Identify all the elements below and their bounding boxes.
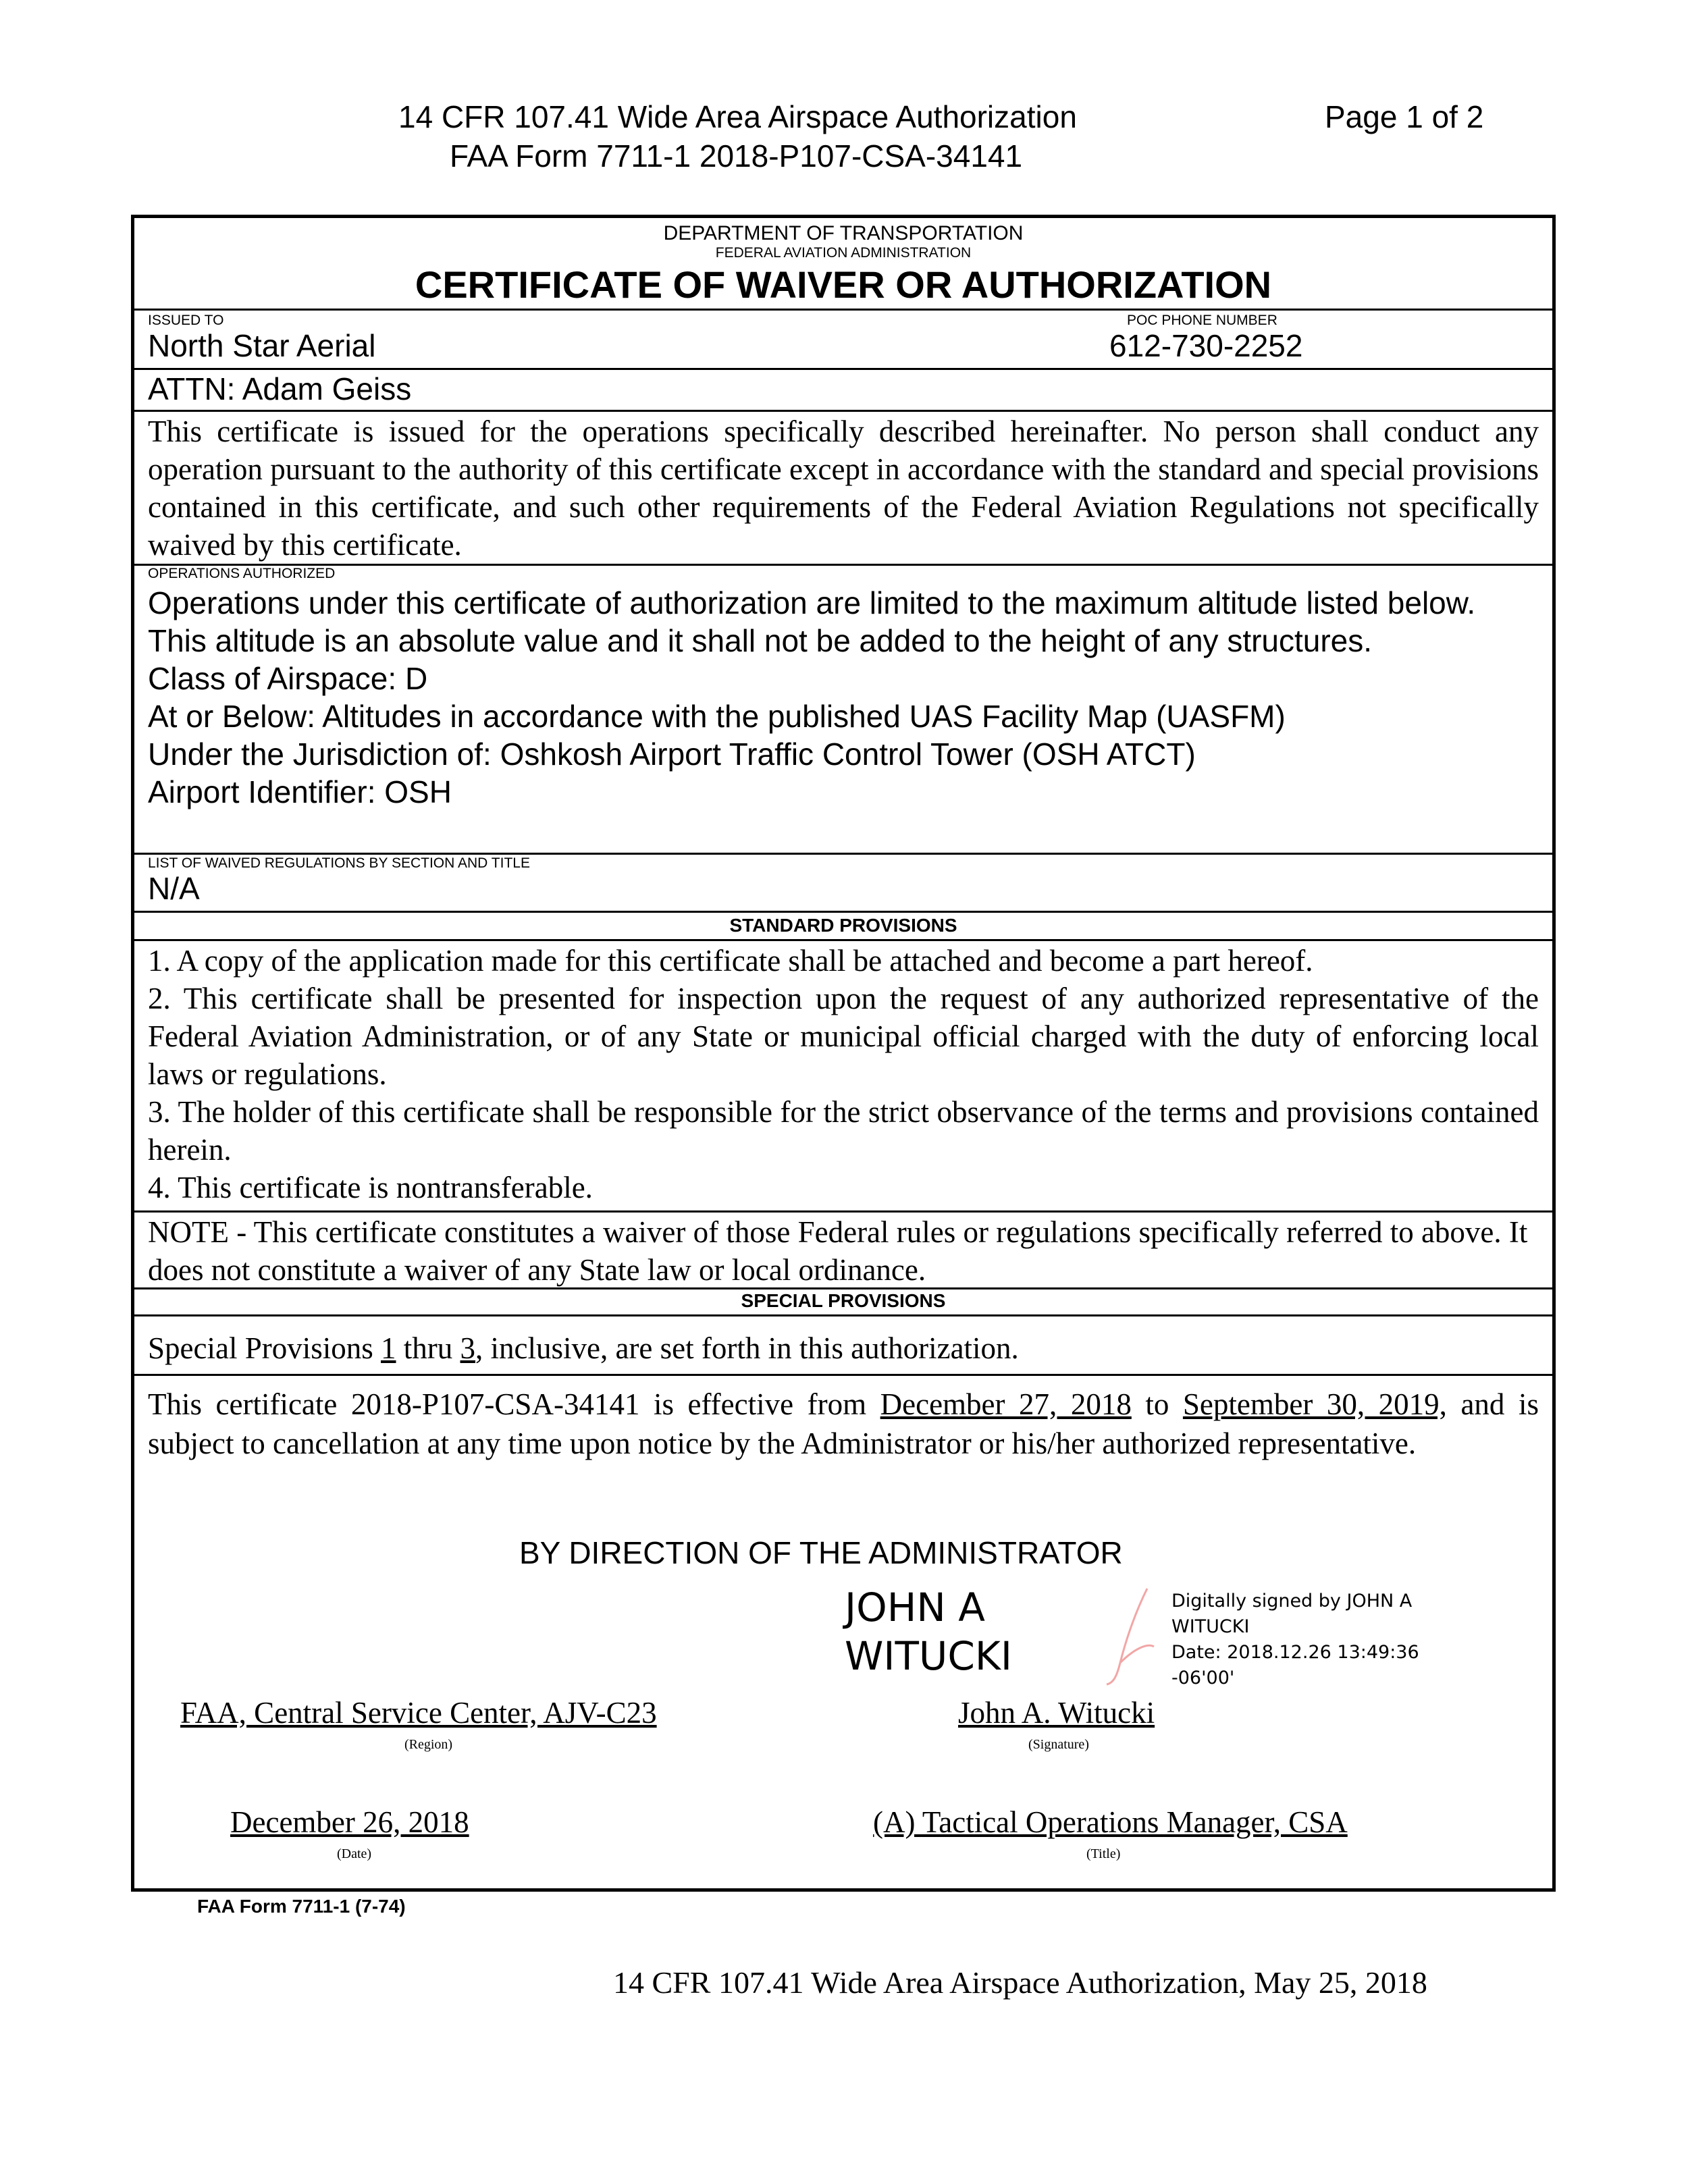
operations-line: Under the Jurisdiction of: Oshkosh Airport Traffic Control Tower (OSH ATCT): [148, 737, 1196, 772]
divider: [134, 410, 1552, 412]
operations-line: This altitude is an absolute value and it shall not be added to the height of any structures.: [148, 623, 1373, 658]
by-direction-label: BY DIRECTION OF THE ADMINISTRATOR: [519, 1535, 1123, 1570]
special-provisions-heading: SPECIAL PROVISIONS: [741, 1290, 946, 1311]
standard-provision-item: 3. The holder of this certificate shall be responsible for the strict observance of the terms and provisions contained herein.: [148, 1095, 1539, 1167]
operations-list: [148, 584, 1475, 811]
poc-phone-value: 612-730-2252: [1109, 328, 1303, 363]
certificate-form: [131, 215, 1556, 1892]
signature-scribble-icon: [1100, 1582, 1174, 1690]
signature-caption: (Signature): [1028, 1737, 1089, 1752]
standard-provision-item: 1. A copy of the application made for this certificate shall be attached and become a part hereof.: [148, 944, 1313, 978]
attn-line: ATTN: Adam Geiss: [148, 371, 412, 406]
special-provision-from: 1: [381, 1331, 396, 1365]
effective-end-date: September 30, 2019,: [1182, 1387, 1447, 1421]
issued-to-value: North Star Aerial: [148, 328, 376, 363]
digital-signature-note: Digitally signed by JOHN A WITUCKI Date: 2018.12.26 13:49:36 -06'00': [1171, 1591, 1419, 1688]
operations-line: Class of Airspace: D: [148, 661, 428, 696]
standard-provisions-list: [148, 942, 1539, 1206]
footer-line: 14 CFR 107.41 Wide Area Airspace Authorization, May 25, 2018: [613, 1965, 1427, 2000]
certificate-title: CERTIFICATE OF WAIVER OR AUTHORIZATION: [415, 263, 1272, 306]
divider: [134, 939, 1552, 941]
waived-regulations-label: LIST OF WAIVED REGULATIONS BY SECTION AND TITLE: [148, 855, 530, 871]
operations-line: Operations under this certificate of authorization are limited to the maximum altitude listed below.: [148, 585, 1476, 620]
issued-to-label: ISSUED TO: [148, 313, 224, 328]
page-number: Page 1 of 2: [1325, 99, 1484, 134]
form-number-footer: FAA Form 7711-1 (7-74): [197, 1896, 406, 1917]
header-form-number: FAA Form 7711-1 2018-P107-CSA-34141: [450, 138, 1023, 174]
special-provisions-text: Special Provisions 1 thru 3, inclusive, are set forth in this authorization.: [148, 1331, 1019, 1365]
standard-provisions-heading: STANDARD PROVISIONS: [729, 915, 957, 936]
divider: [134, 911, 1552, 913]
note-text: NOTE - This certificate constitutes a waiver of those Federal rules or regulations specifically referred to above. It does not constitute a waiver of any State law or local ordinance.: [148, 1215, 1528, 1287]
header-title: 14 CFR 107.41 Wide Area Airspace Authorization: [398, 99, 1077, 134]
effective-start-date: December 27, 2018: [880, 1387, 1132, 1421]
operations-label: OPERATIONS AUTHORIZED: [148, 566, 336, 581]
divider: [134, 368, 1552, 370]
standard-provision-item: 4. This certificate is nontransferable.: [148, 1171, 593, 1204]
operations-line: Airport Identifier: OSH: [148, 774, 452, 809]
effective-period: This certificate 2018-P107-CSA-34141 is effective from December 27, 2018 to September 30, 2019, and is subject to cancellation at any time upon notice by the Administrator or his/her authorized representative.: [148, 1387, 1539, 1460]
title-caption: (Title): [1086, 1846, 1121, 1861]
divider: [134, 564, 1552, 566]
certificate-intro: This certificate is issued for the operations specifically described hereinafter. No person shall conduct any operation pursuant to the authority of this certificate except in accordance with the standard and special provisions contained in this certificate, and such other requirements of the Federal Aviation Regulations not specifically waived by this certificate.: [148, 415, 1539, 562]
region-value: FAA, Central Service Center, AJV-C23: [180, 1696, 657, 1730]
standard-provision-item: 2. This certificate shall be presented for inspection upon the request of any authorized representative of the Federal Aviation Administration, or of any State or municipal official charged with the duty of enforcing local laws or regulations.: [148, 982, 1539, 1091]
divider: [134, 1210, 1552, 1213]
operations-line: At or Below: Altitudes in accordance with the published UAS Facility Map (UASFM): [148, 699, 1286, 734]
divider: [134, 853, 1552, 855]
divider: [134, 1287, 1552, 1289]
waived-regulations-value: N/A: [148, 871, 200, 906]
title-value: (A) Tactical Operations Manager, CSA: [873, 1805, 1348, 1839]
digital-signature-name: JOHN A WITUCKI: [845, 1584, 1012, 1679]
poc-phone-label: POC PHONE NUMBER: [1127, 313, 1277, 328]
divider: [134, 309, 1552, 311]
region-caption: (Region): [404, 1737, 453, 1752]
department-label: DEPARTMENT OF TRANSPORTATION: [663, 222, 1024, 244]
divider: [134, 1374, 1552, 1376]
signature-value: John A. Witucki: [958, 1696, 1155, 1730]
date-caption: (Date): [337, 1846, 372, 1861]
date-value: December 26, 2018: [230, 1805, 469, 1839]
agency-label: FEDERAL AVIATION ADMINISTRATION: [715, 245, 972, 261]
divider: [134, 1314, 1552, 1316]
special-provision-to: 3: [460, 1331, 475, 1365]
